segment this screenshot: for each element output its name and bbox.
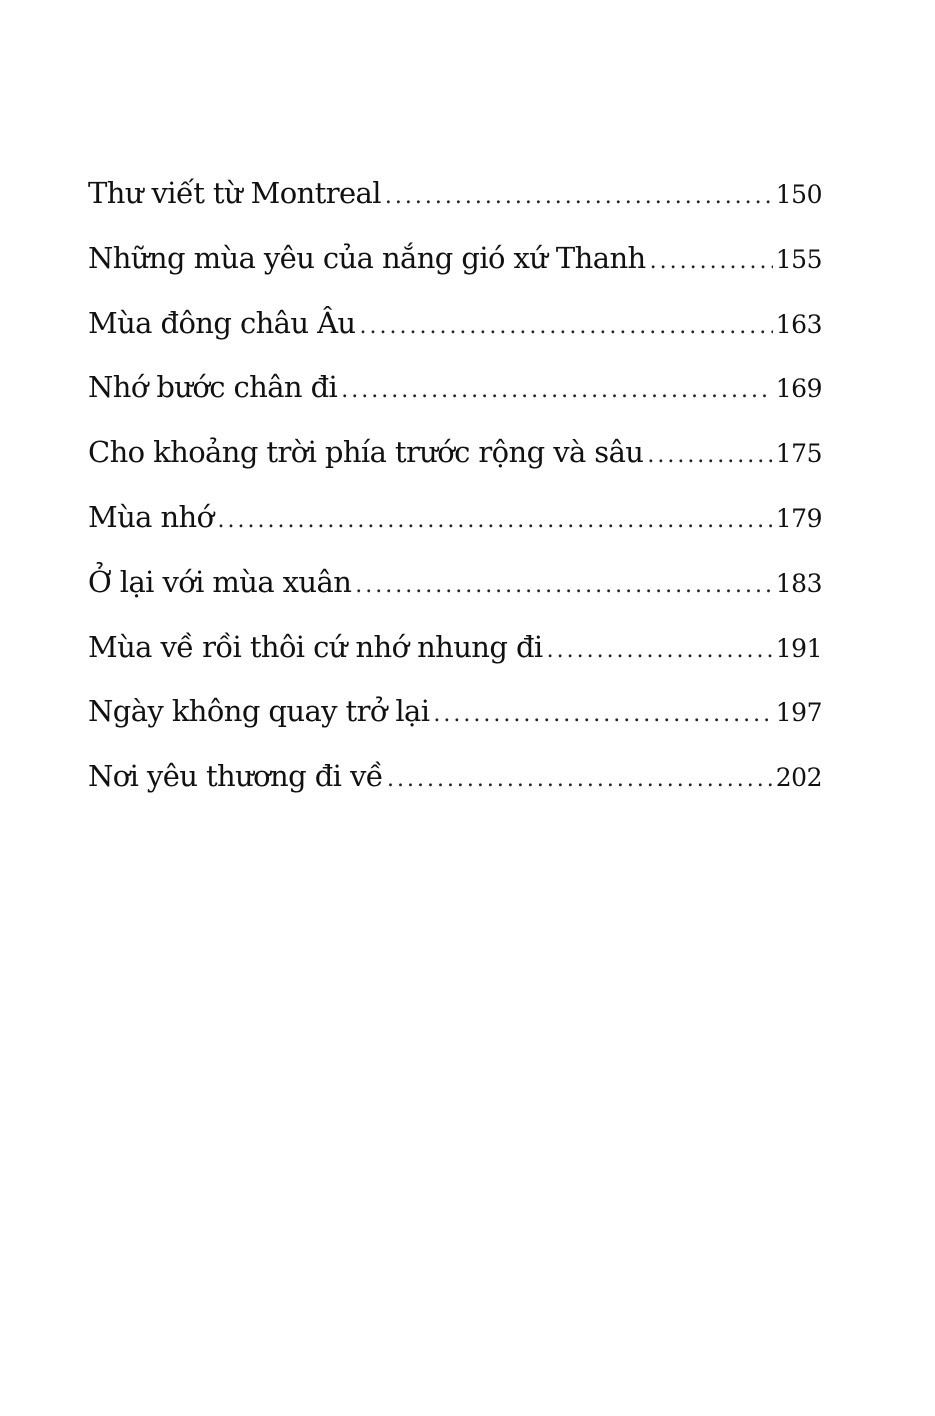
toc-entry-page-number: 175	[775, 439, 822, 469]
toc-entry	[88, 360, 822, 425]
dot-leader	[433, 688, 772, 742]
toc-entry	[88, 231, 822, 296]
toc-entry	[88, 166, 822, 231]
toc-entry-title: Nhớ bước chân đi	[88, 370, 338, 405]
toc-entry-page-number: 169	[775, 374, 822, 404]
toc-entry-page-number: 179	[775, 503, 822, 533]
toc-entry-title: Nơi yêu thương đi về	[88, 759, 383, 794]
toc-entry	[88, 425, 822, 490]
toc-entry	[88, 620, 822, 685]
toc-entry	[88, 296, 822, 361]
toc-entry-title: Mùa về rồi thôi cứ nhớ nhung đi	[88, 629, 543, 664]
toc-entry	[88, 749, 822, 814]
toc-entry-page-number: 197	[775, 698, 822, 728]
toc-entry	[88, 684, 822, 749]
dot-leader	[385, 170, 773, 224]
dot-leader	[341, 364, 773, 418]
toc-entry-title: Ở lại với mùa xuân	[88, 564, 352, 599]
toc-entry-page-number: 191	[775, 633, 822, 663]
dot-leader	[355, 559, 773, 613]
toc-entry	[88, 490, 822, 555]
table-of-contents	[88, 166, 822, 814]
toc-entry-title: Thư viết từ Montreal	[88, 176, 381, 210]
toc-entry-title: Những mùa yêu của nắng gió xứ Thanh	[88, 240, 646, 275]
toc-entry	[88, 555, 822, 620]
toc-entry-title: Cho khoảng trời phía trước rộng và sâu	[88, 435, 644, 470]
dot-leader	[647, 429, 772, 483]
toc-entry-page-number: 163	[775, 309, 822, 339]
dot-leader	[360, 300, 773, 354]
toc-entry-page-number: 150	[775, 180, 822, 209]
dot-leader	[218, 494, 773, 548]
toc-entry-title: Ngày không quay trở lại	[88, 694, 430, 729]
toc-entry-page-number: 202	[775, 763, 822, 793]
dot-leader	[650, 235, 773, 289]
toc-entry-page-number: 155	[775, 244, 822, 274]
toc-entry-page-number: 183	[775, 568, 822, 598]
dot-leader	[387, 753, 773, 807]
toc-entry-title: Mùa đông châu Âu	[88, 305, 356, 340]
toc-entry-title: Mùa nhớ	[88, 499, 214, 534]
dot-leader	[547, 624, 773, 678]
